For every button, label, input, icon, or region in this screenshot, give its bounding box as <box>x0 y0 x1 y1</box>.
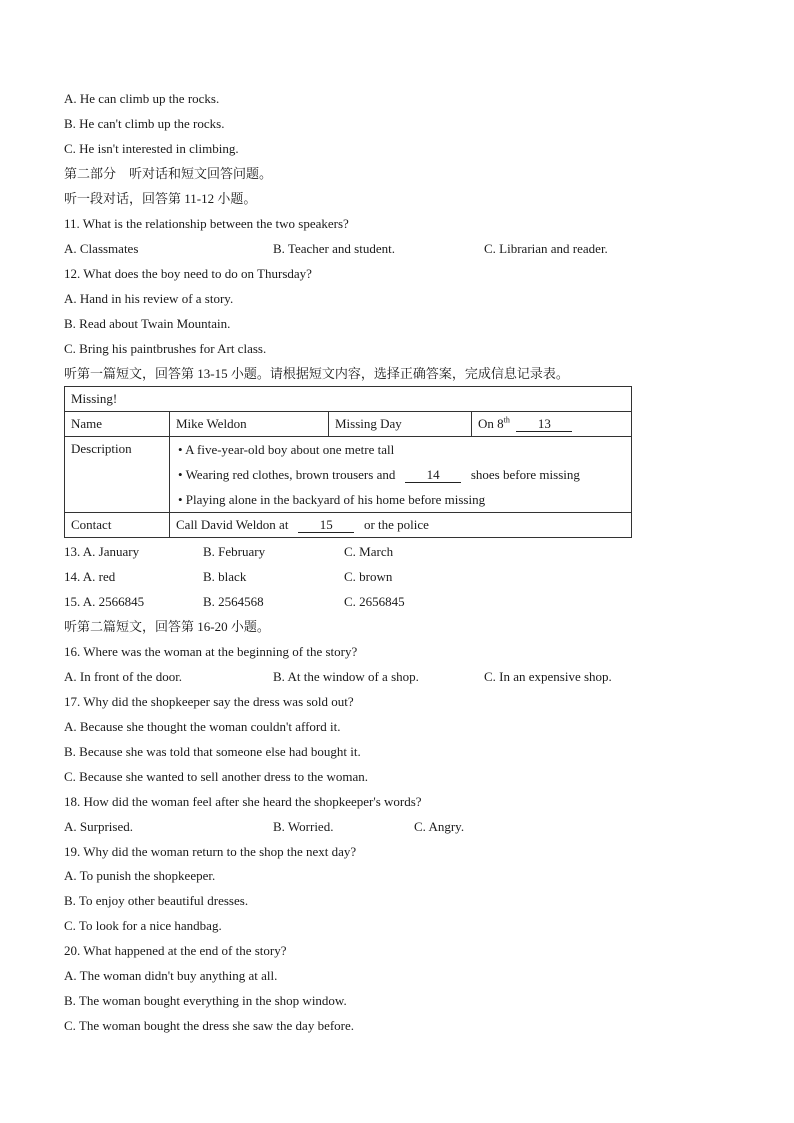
blank-15: 15 <box>298 518 354 533</box>
q16-question: 16. Where was the woman at the beginning of the story? <box>64 644 358 659</box>
missing-day-label: Missing Day <box>329 412 472 437</box>
missing-info-table <box>64 386 632 538</box>
q19-option-b: B. To enjoy other beautiful dresses. <box>64 893 249 908</box>
q10-option-a: A. He can climb up the rocks. <box>64 91 220 106</box>
q12-option-a: A. Hand in his review of a story. <box>64 291 234 306</box>
description-line-2-end: shoes before missing <box>470 467 580 482</box>
q20-option-a: A. The woman didn't buy anything at all. <box>64 968 278 983</box>
passage2-intro: 听第二篇短文，回答第 16-20 小题。 <box>64 619 270 634</box>
q17-option-c: C. Because she wanted to sell another dress to the woman. <box>64 769 368 784</box>
q18-option-a: A. Surprised. <box>64 819 133 834</box>
q20-option-b: B. The woman bought everything in the shop window. <box>64 993 347 1008</box>
description-line-2 <box>178 462 625 487</box>
blank-14: 14 <box>405 468 461 483</box>
description-label: Description <box>65 437 170 513</box>
contact-cell <box>170 513 632 538</box>
q11-option-c: C. Librarian and reader. <box>484 241 608 256</box>
table-title: Missing! <box>65 387 632 412</box>
q11-option-a: A. Classmates <box>64 241 139 256</box>
q16-option-a: A. In front of the door. <box>64 669 183 684</box>
q18-question: 18. How did the woman feel after she heard the shopkeeper's words? <box>64 794 422 809</box>
dialog-intro: 听一段对话，回答第 11-12 小题。 <box>64 191 257 206</box>
q17-question: 17. Why did the shopkeeper say the dress was sold out? <box>64 694 354 709</box>
q15-option-a: 15. A. 2566845 <box>64 594 145 609</box>
q15-option-c: C. 2656845 <box>344 594 405 609</box>
q11-question: 11. What is the relationship between the two speakers? <box>64 216 349 231</box>
q19-option-c: C. To look for a nice handbag. <box>64 918 222 933</box>
q16-option-c: C. In an expensive shop. <box>484 669 612 684</box>
day-prefix: On 8 <box>478 416 504 431</box>
description-line-3: • Playing alone in the backyard of his home before missing <box>178 492 486 507</box>
name-value: Mike Weldon <box>170 412 329 437</box>
q16-option-b: B. At the window of a shop. <box>273 669 419 684</box>
q17-option-a: A. Because she thought the woman couldn't afford it. <box>64 719 341 734</box>
q14-option-a: 14. A. red <box>64 569 116 584</box>
passage1-intro: 听第一篇短文，回答第 13-15 小题。请根据短文内容，选择正确答案，完成信息记录表。 <box>64 366 569 381</box>
description-cell <box>170 437 632 513</box>
q13-option-c: C. March <box>344 544 394 559</box>
q13-option-b: B. February <box>203 544 266 559</box>
part2-heading: 第二部分 听对话和短文回答问题。 <box>64 166 273 181</box>
contact-start: Call David Weldon at <box>176 517 289 532</box>
q14-option-b: B. black <box>203 569 247 584</box>
blank-13: 13 <box>516 417 572 432</box>
q18-option-b: B. Worried. <box>273 819 334 834</box>
q11-option-b: B. Teacher and student. <box>273 241 395 256</box>
q18-option-c: C. Angry. <box>414 819 465 834</box>
name-label: Name <box>65 412 170 437</box>
q20-question: 20. What happened at the end of the story? <box>64 943 287 958</box>
description-line-1: • A five-year-old boy about one metre tall <box>178 442 395 457</box>
day-suffix: th <box>503 415 510 425</box>
description-line-2-start: • Wearing red clothes, brown trousers and <box>178 467 396 482</box>
q13-option-a: 13. A. January <box>64 544 140 559</box>
contact-end: or the police <box>363 517 429 532</box>
q20-option-c: C. The woman bought the dress she saw the day before. <box>64 1018 355 1033</box>
q12-question: 12. What does the boy need to do on Thursday? <box>64 266 312 281</box>
q10-option-c: C. He isn't interested in climbing. <box>64 141 239 156</box>
q19-option-a: A. To punish the shopkeeper. <box>64 868 216 883</box>
q12-option-b: B. Read about Twain Mountain. <box>64 316 231 331</box>
q10-option-b: B. He can't climb up the rocks. <box>64 116 225 131</box>
contact-label: Contact <box>65 513 170 538</box>
q14-option-c: C. brown <box>344 569 393 584</box>
q15-option-b: B. 2564568 <box>203 594 264 609</box>
missing-day-value <box>472 412 632 437</box>
q19-question: 19. Why did the woman return to the shop the next day? <box>64 844 357 859</box>
q17-option-b: B. Because she was told that someone else had bought it. <box>64 744 361 759</box>
q12-option-c: C. Bring his paintbrushes for Art class. <box>64 341 267 356</box>
